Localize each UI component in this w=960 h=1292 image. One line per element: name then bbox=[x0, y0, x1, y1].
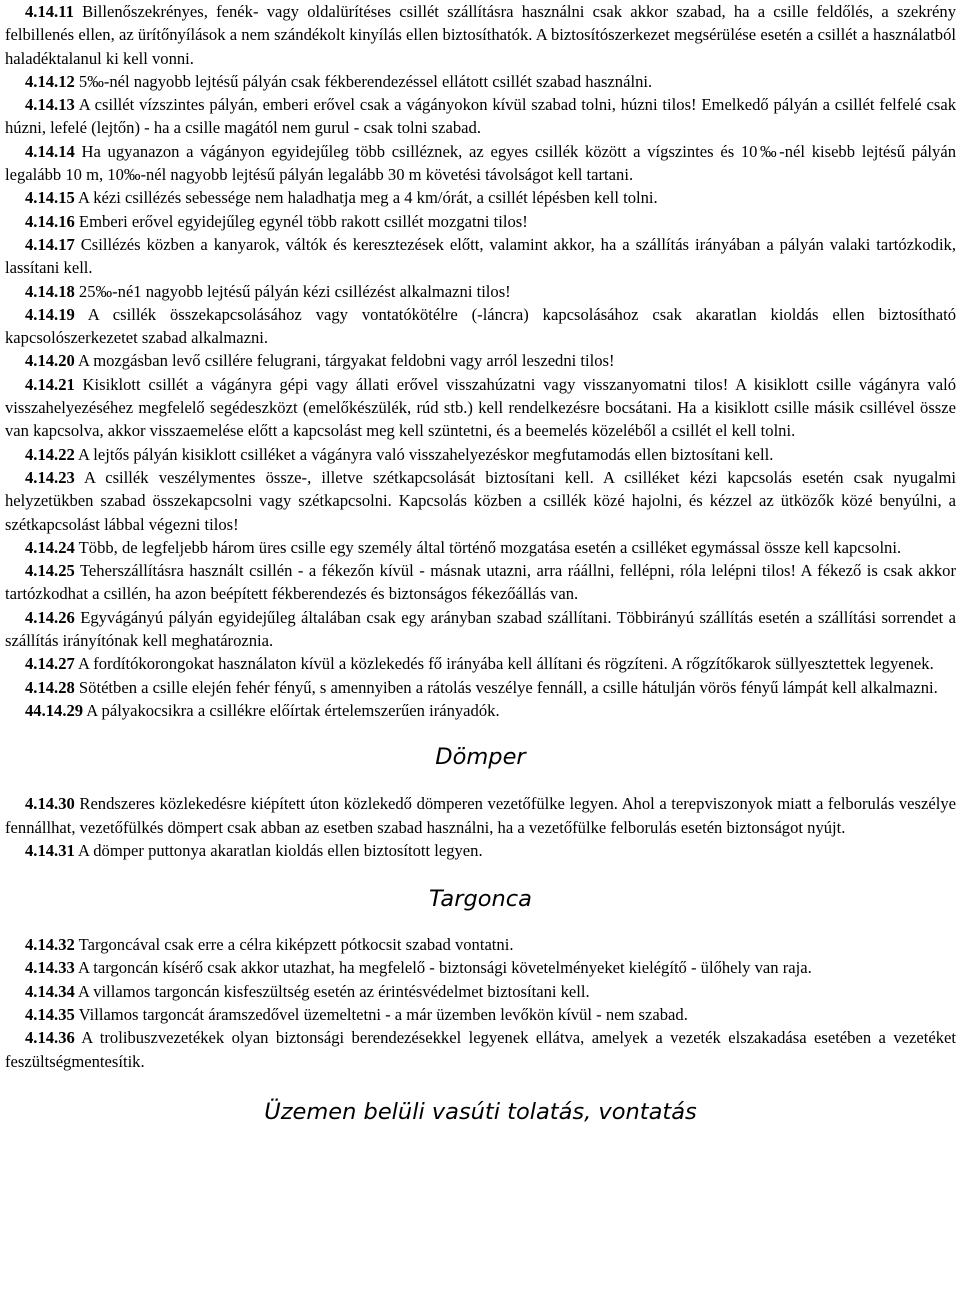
paragraph-text: Rendszeres közlekedésre kiépített úton közlekedő dömperen vezetőfülke legyen. Ahol a terepviszonyok miatt a felborulás veszélye fennállhat, vezetőfülkés dömpert csak abban az esetben szabad használni, ha a vezetőfülke felborulás esetén biztonságot nyújt. bbox=[5, 794, 956, 837]
paragraph-number: 4.14.16 bbox=[25, 211, 75, 231]
paragraph bbox=[5, 70, 956, 93]
document-page bbox=[5, 0, 956, 1127]
paragraph bbox=[5, 559, 956, 606]
paragraph-text: Targoncával csak erre a célra kiképzett pótkocsit szabad vontatni. bbox=[74, 935, 514, 955]
paragraph-text: A dömper puttonya akaratlan kioldás ellen biztosított legyen. bbox=[74, 840, 483, 860]
section-dumper bbox=[5, 792, 956, 862]
paragraph-number: 4.14.11 bbox=[25, 2, 74, 21]
paragraph-number: 4.14.23 bbox=[25, 467, 75, 487]
heading-targonca: Targonca bbox=[429, 886, 532, 913]
paragraph-text: A pályakocsikra a csillékre előírtak értelemszerűen irányadók. bbox=[83, 700, 500, 720]
paragraph bbox=[5, 186, 956, 209]
paragraph bbox=[5, 93, 956, 140]
paragraph-number: 4.14.19 bbox=[25, 304, 75, 324]
paragraph bbox=[5, 699, 956, 722]
paragraph bbox=[5, 140, 956, 187]
paragraph bbox=[5, 0, 956, 70]
paragraph-number: 4.14.32 bbox=[25, 935, 75, 955]
paragraph bbox=[5, 652, 956, 675]
paragraph bbox=[5, 933, 956, 956]
paragraph bbox=[5, 1003, 956, 1026]
paragraph-number: 4.14.12 bbox=[25, 71, 75, 91]
paragraph-text: 5‰-nél nagyobb lejtésű pályán csak fékberendezéssel ellátott csillét szabad használni. bbox=[74, 71, 653, 91]
paragraph-text: Emberi erővel egyidejűleg egynél több rakott csillét mozgatni tilos! bbox=[74, 211, 528, 231]
paragraph-number: 4.14.26 bbox=[25, 607, 75, 627]
paragraph-text: A targoncán kísérő csak akkor utazhat, ha megfelelő - biztonsági követelményeket kielégítő - ülőhely van raja. bbox=[74, 958, 812, 978]
paragraph-text: A csillét vízszintes pályán, emberi erővel csak a vágányokon kívül szabad tolni, húzni tilos! Emelkedő pályán a csillét felfelé csak húzni, lefelé (lejtőn) - ha a csille magától nem gurul - csak tolni szabad. bbox=[5, 95, 956, 138]
paragraph-number: 4.14.18 bbox=[25, 281, 75, 301]
paragraph-number: 4.14.13 bbox=[25, 95, 75, 115]
paragraph-number: 4.14.28 bbox=[25, 677, 75, 697]
paragraph-number: 4.14.14 bbox=[25, 141, 75, 161]
paragraph bbox=[5, 1026, 956, 1073]
paragraph-number: 4.14.17 bbox=[25, 234, 75, 254]
paragraph bbox=[5, 839, 956, 862]
paragraph-number: 4.14.31 bbox=[25, 840, 75, 860]
paragraph-number: 4.14.34 bbox=[25, 981, 75, 1001]
paragraph bbox=[5, 676, 956, 699]
paragraph-number: 4.14.15 bbox=[25, 188, 75, 208]
section-csille bbox=[5, 0, 956, 722]
paragraph-text: A csillék összekapcsolásához vagy vontatókötélre (-láncra) kapcsolásához csak akaratlan kioldás ellen biztosítható kapcsolószerkezetet szabad alkalmazni. bbox=[5, 304, 956, 348]
heading-vasuti-tolatas: Üzemen belüli vasúti tolatás, vontatás bbox=[264, 1098, 697, 1125]
paragraph bbox=[5, 606, 956, 653]
paragraph bbox=[5, 443, 956, 466]
paragraph-text: Több, de legfeljebb három üres csille egy személy által történő mozgatása esetén a csilléket egymással össze kell kapcsolni. bbox=[74, 537, 902, 557]
paragraph-number: 4.14.33 bbox=[25, 958, 75, 978]
paragraph bbox=[5, 303, 956, 350]
paragraph bbox=[5, 466, 956, 536]
paragraph-text: A kézi csillézés sebessége nem haladhatja meg a 4 km/órát, a csillét lépésben kell tolni. bbox=[74, 188, 658, 208]
paragraph-text: A mozgásban levő csillére felugrani, tárgyakat feldobni vagy arról leszedni tilos! bbox=[74, 351, 615, 371]
paragraph-number: 4.14.22 bbox=[25, 444, 75, 464]
paragraph bbox=[5, 233, 956, 280]
paragraph-number: 4.14.25 bbox=[25, 561, 75, 581]
section-targonca bbox=[5, 933, 956, 1073]
paragraph-text: Sötétben a csille elején fehér fényű, s amennyiben a rátolás veszélye fennáll, a csille hátulján vörös fényű lámpát kell alkalmazni. bbox=[74, 677, 938, 697]
paragraph-text: A lejtős pályán kisiklott csilléket a vágányra való visszahelyezéskor megfutamodás ellen biztosítani kell. bbox=[74, 444, 774, 464]
paragraph-text: Csillézés közben a kanyarok, váltók és keresztezések előtt, valamint akkor, ha a szállítás irányában a pályán valaki tartózkodik, lassítani kell. bbox=[5, 234, 956, 278]
paragraph bbox=[5, 980, 956, 1003]
paragraph bbox=[5, 280, 956, 303]
paragraph-number: 44.14.29 bbox=[25, 700, 84, 720]
paragraph bbox=[5, 792, 956, 839]
paragraph-number: 4.14.24 bbox=[25, 537, 75, 557]
paragraph-number: 4.14.35 bbox=[25, 1004, 75, 1024]
paragraph-text: A fordítókorongokat használaton kívül a közlekedés fő irányába kell állítani és rögzíteni. A rőgzítőkarok süllyesztettek legyenek. bbox=[74, 654, 934, 674]
paragraph bbox=[5, 956, 956, 979]
paragraph-text: Egyvágányú pályán egyidejűleg általában csak egy arányban szabad szállítani. Többirányú szállítás esetén a szállítási sorrendet a szállítás irányítónak kell meghatároznia. bbox=[5, 607, 956, 651]
paragraph bbox=[5, 373, 956, 443]
paragraph-number: 4.14.20 bbox=[25, 351, 75, 371]
paragraph-text: Kisiklott csillét a vágányra gépi vagy állati erővel visszahúzatni vagy visszanyomatni tilos! A kisiklott csille vágányra való visszahelyezéséhez megfelelő segédeszközt (emelőkészülék, rúd stb.) kell rendelkezésre bocsátani. Ha a kisiklott csille másik csillével össze van kapcsolva, akkor visszaemelése előtt a kapcsolást meg kell szüntetni, és a beemelés közeléből a csillét el kell tolni. bbox=[5, 374, 956, 441]
paragraph-text: Ha ugyanazon a vágányon egyidejűleg több csilléznek, az egyes csillék között a vígszintes és 10‰-nél kisebb lejtésű pályán legalább 10 m, 10‰-nél nagyobb lejtésű pályán legalább 30 m követési távolságot kell tartani. bbox=[5, 141, 956, 185]
paragraph bbox=[5, 349, 956, 372]
heading-dumper: Dömper bbox=[435, 744, 526, 771]
paragraph-text: Villamos targoncát áramszedővel üzemeltetni - a már üzemben levőkön kívül - nem szabad. bbox=[74, 1004, 688, 1024]
paragraph bbox=[5, 210, 956, 233]
paragraph-text: Teherszállításra használt csillén - a fékezőn kívül - másnak utazni, arra ráállni, fellépni, róla lelépni tilos! A fékező is csak akkor tartózkodhat a csillén, ha azon beépített fékberendezés és biztonságos fékezőállás van. bbox=[5, 561, 956, 604]
paragraph-text: A villamos targoncán kisfeszültség esetén az érintésvédelmet biztosítani kell. bbox=[74, 981, 590, 1001]
paragraph-text: Billenőszekrényes, fenék- vagy oldalürítéses csillét szállításra használni csak akkor szabad, ha a csille feldőlés, a szekrény felbillenés ellen, az ürítőnyílások a nem szándékolt kinyílás ellen biztosíthatók. A biztosítószerkezet megsérülése esetén a csillét a használatból haladéktalanul ki kell vonni. bbox=[5, 2, 956, 68]
paragraph-number: 4.14.27 bbox=[25, 654, 75, 674]
paragraph-number: 4.14.36 bbox=[25, 1028, 75, 1048]
paragraph bbox=[5, 536, 956, 559]
paragraph-text: A csillék veszélymentes össze-, illetve szétkapcsolását biztosítani kell. A csilléket kézi kapcsolás esetén csak nyugalmi helyzetükben szabad összekapcsolni vagy szétkapcsolni. Kapcsolás közben a csillék közé hajolni, és kézzel az ütközők közé benyúlni, a szétkapcsolást lábbal végezni tilos! bbox=[5, 467, 956, 534]
paragraph-text: A trolibuszvezetékek olyan biztonsági berendezésekkel legyenek ellátva, amelyek a vezeték elszakadása esetében a vezetéket feszültségmentesítik. bbox=[5, 1028, 956, 1071]
paragraph-number: 4.14.21 bbox=[25, 374, 75, 394]
paragraph-number: 4.14.30 bbox=[25, 794, 75, 814]
paragraph-text: 25‰-né1 nagyobb lejtésű pályán kézi csillézést alkalmazni tilos! bbox=[74, 281, 511, 301]
